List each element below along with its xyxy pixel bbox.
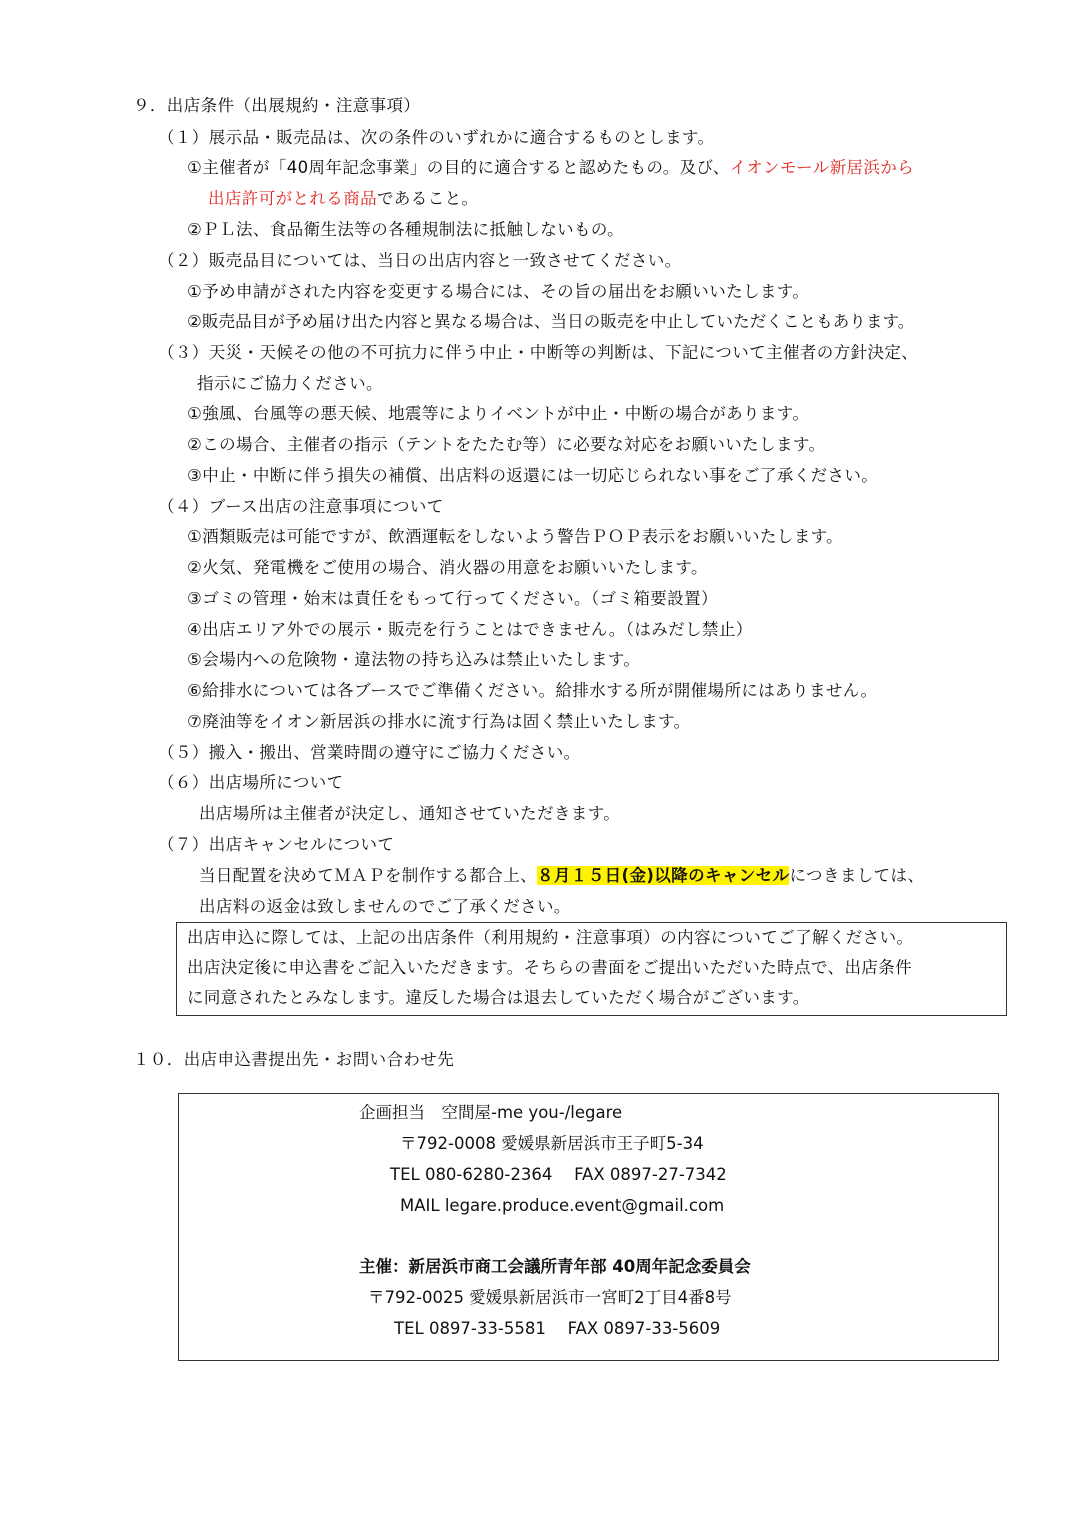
item-1-1-red-text: イオンモール新居浜から [729,158,915,177]
notice-line-2: 出店決定後に申込書をご記入いただきます。そちらの書面をご提出いただいた時点で、出店条件 [187,958,913,977]
organizer-phone: TEL 0897-33-5581 FAX 0897-33-5609 [394,1319,721,1338]
planner-name: 企画担当 空間屋-me you-/legare [359,1103,623,1122]
planner-mail: MAIL legare.produce.event@gmail.com [400,1196,725,1215]
section9-heading: ９．出店条件（出展規約・注意事項） [133,96,421,115]
organizer-address: 〒792-0025 愛媛県新居浜市一宮町2丁目4番8号 [368,1288,732,1307]
item-7-body [199,865,924,887]
item-2-2: ②販売品目が予め届け出た内容と異なる場合は、当日の販売を中止していただくこともあります。 [187,312,915,331]
item-1-1-text: ①主催者が「40周年記念事業」の目的に適合すると認めたもの。及び、 [187,158,730,177]
item-2: （２）販売品目については、当日の出店内容と一致させてください。 [158,251,682,270]
item-6: （６）出店場所について [158,773,344,792]
item-1-1 [187,157,914,179]
item-4-3: ③ゴミの管理・始末は責任をもって行ってください。（ゴミ箱要設置） [187,589,718,608]
item-4-6: ⑥給排水については各ブースでご準備ください。給排水する所が開催場所にはありません。 [187,681,878,700]
item-3-cont: 指示にご協力ください。 [197,374,383,393]
item-1-2: ②ＰＬ法、食品衛生法等の各種規制法に抵触しないもの。 [187,220,625,239]
item-7-text: 当日配置を決めてＭＡＰを制作する都合上、 [199,866,537,885]
cancel-deadline-highlight: ８月１５日(金)以降のキャンセル [537,866,790,885]
notice-line-1: 出店申込に際しては、上記の出店条件（利用規約・注意事項）の内容についてご了解ください。 [187,928,914,947]
item-3-3: ③中止・中断に伴う損失の補償、出店料の返還には一切応じられない事をご了承ください。 [187,466,879,485]
item-2-1: ①予め申請がされた内容を変更する場合には、その旨の届出をお願いいたします。 [187,282,810,301]
item-7-cont: 出店料の返金は致しませんのでご了承ください。 [199,897,571,916]
item-5: （５）搬入・搬出、営業時間の遵守にご協力ください。 [158,743,581,762]
section10-heading: １０．出店申込書提出先・お問い合わせ先 [133,1050,455,1069]
item-7: （７）出店キャンセルについて [158,835,395,854]
item-4-4: ④出店エリア外での展示・販売を行うことはできません。（はみだし禁止） [187,620,753,639]
notice-line-3: に同意されたとみなします。違反した場合は退去していただく場合がございます。 [187,988,810,1007]
item-4: （４）ブース出店の注意事項について [158,497,444,516]
item-3-2: ②この場合、主催者の指示（テントをたたむ等）に必要な対応をお願いいたします。 [187,435,826,454]
item-1: （１）展示品・販売品は、次の条件のいずれかに適合するものとします。 [158,128,715,147]
item-1-1-cont [208,188,478,210]
item-7-text-2: につきましては、 [789,866,925,885]
item-1-1-tail: であること。 [377,189,479,208]
item-4-2: ②火気、発電機をご使用の場合、消火器の用意をお願いいたします。 [187,558,708,577]
planner-address: 〒792-0008 愛媛県新居浜市王子町5-34 [400,1134,704,1153]
item-4-5: ⑤会場内への危険物・違法物の持ち込みは禁止いたします。 [187,650,641,669]
item-4-1: ①酒類販売は可能ですが、飲酒運転をしないよう警告ＰＯＰ表示をお願いいたします。 [187,527,844,546]
item-3: （３）天災・天候その他の不可抗力に伴う中止・中断等の判断は、下記について主催者の方針決定、 [158,343,919,362]
item-4-7: ⑦廃油等をイオン新居浜の排水に流す行為は固く禁止いたします。 [187,712,691,731]
organizer-name: 主催：新居浜市商工会議所青年部 40周年記念委員会 [359,1257,751,1276]
planner-phone: TEL 080-6280-2364 FAX 0897-27-7342 [390,1165,727,1184]
item-1-1-red-text-2: 出店許可がとれる商品 [208,189,377,208]
item-6-body: 出店場所は主催者が決定し、通知させていただきます。 [199,804,621,823]
item-3-1: ①強風、台風等の悪天候、地震等によりイベントが中止・中断の場合があります。 [187,404,810,423]
